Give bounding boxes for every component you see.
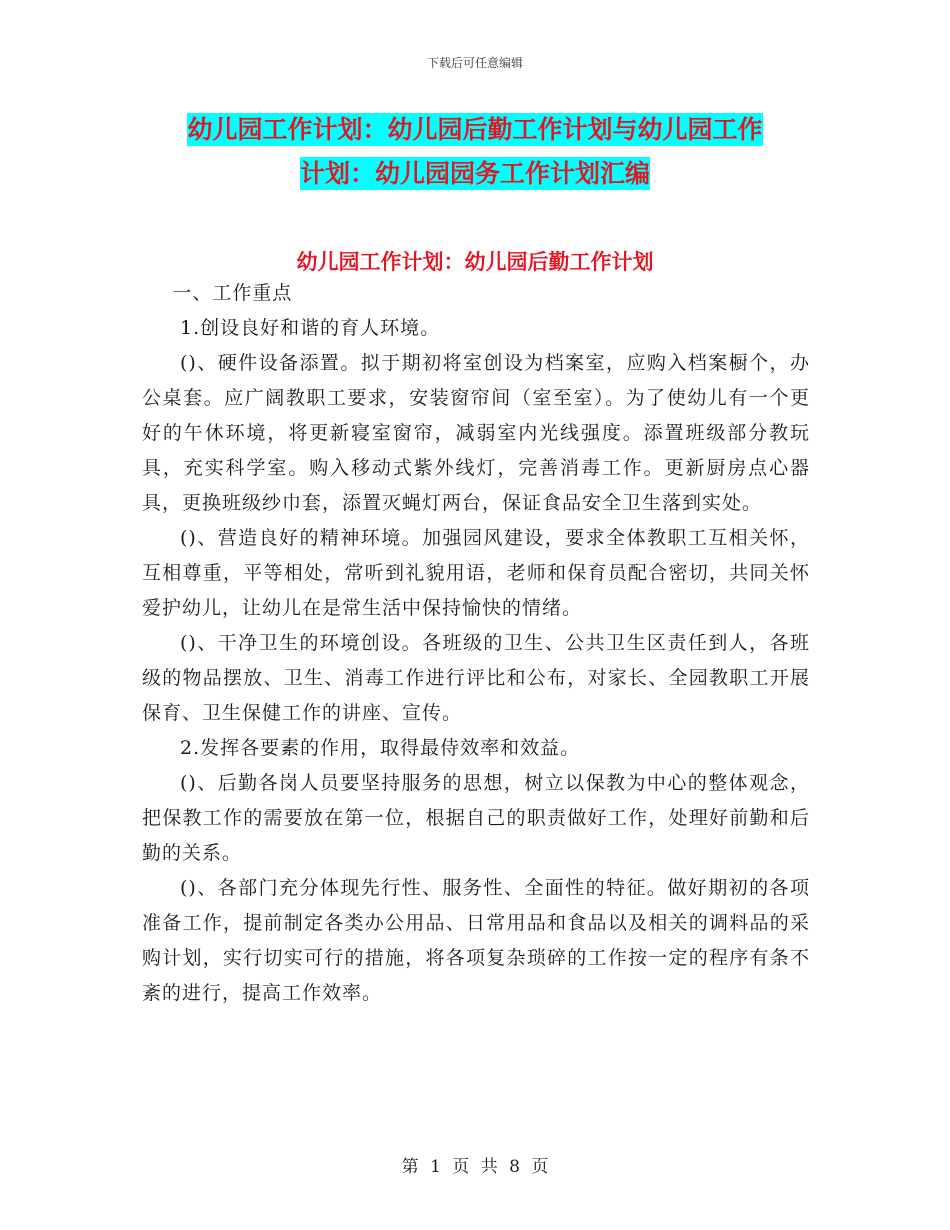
page-header-note: 下载后可任意编辑 bbox=[426, 56, 523, 70]
document-body bbox=[142, 276, 810, 1011]
document-title bbox=[120, 108, 830, 196]
paragraph-hardware: ()、硬件设备添置。拟于期初将室创设为档案室，应购入档案橱个，办公桌套。应广阔教职工要求，安装窗帘间（室至室）。为了使幼儿有一个更好的午休环境，将更新寝室窗帘，减弱室内光线强度。添置班级部分教玩具，充实科学室。购入移动式紫外线灯，完善消毒工作。更新厨房点心器具，更换班级纱巾套，添置灭蝇灯两台，保证食品安全卫生落到实处。 bbox=[142, 352, 810, 514]
heading-work-focus: 一、工作重点 bbox=[172, 282, 293, 304]
page-footer: 第 1 页 共 8 页 bbox=[401, 1157, 549, 1177]
paragraph-item-1: 1.创设良好和谐的育人环境。 bbox=[180, 317, 441, 339]
title-line-1: 幼儿园工作计划：幼儿园后勤工作计划与幼儿园工作 bbox=[187, 115, 763, 144]
title-line-2: 计划：幼儿园园务工作计划汇编 bbox=[299, 159, 650, 188]
paragraph-spirit-environment: ()、营造良好的精神环境。加强园风建设，要求全体教职工互相关怀，互相尊重，平等相处，常听到礼貌用语，老师和保育员配合密切，共同关怀爱护幼儿，让幼儿在是常生活中保持愉快的情绪。 bbox=[142, 527, 810, 619]
section-title: 幼儿园工作计划：幼儿园后勤工作计划 bbox=[296, 250, 654, 274]
paragraph-hygiene: ()、干净卫生的环境创设。各班级的卫生、公共卫生区责任到人，各班级的物品摆放、卫生、消毒工作进行评比和公布，对家长、全园教职工开展保育、卫生保健工作的讲座、宣传。 bbox=[142, 632, 810, 724]
paragraph-item-2: 2.发挥各要素的作用，取得最侍效率和效益。 bbox=[180, 737, 581, 759]
paragraph-departments: ()、各部门充分体现先行性、服务性、全面性的特征。做好期初的各项准备工作，提前制定各类办公用品、日常用品和食品以及相关的调料品的采购计划，实行切实可行的措施，将各项复杂琐碎的工作按一定的程序有条不紊的进行，提高工作效率。 bbox=[142, 877, 810, 1004]
paragraph-service: ()、后勤各岗人员要坚持服务的思想，树立以保教为中心的整体观念，把保教工作的需要放在第一位，根据自己的职责做好工作，处理好前勤和后勤的关系。 bbox=[142, 772, 810, 864]
